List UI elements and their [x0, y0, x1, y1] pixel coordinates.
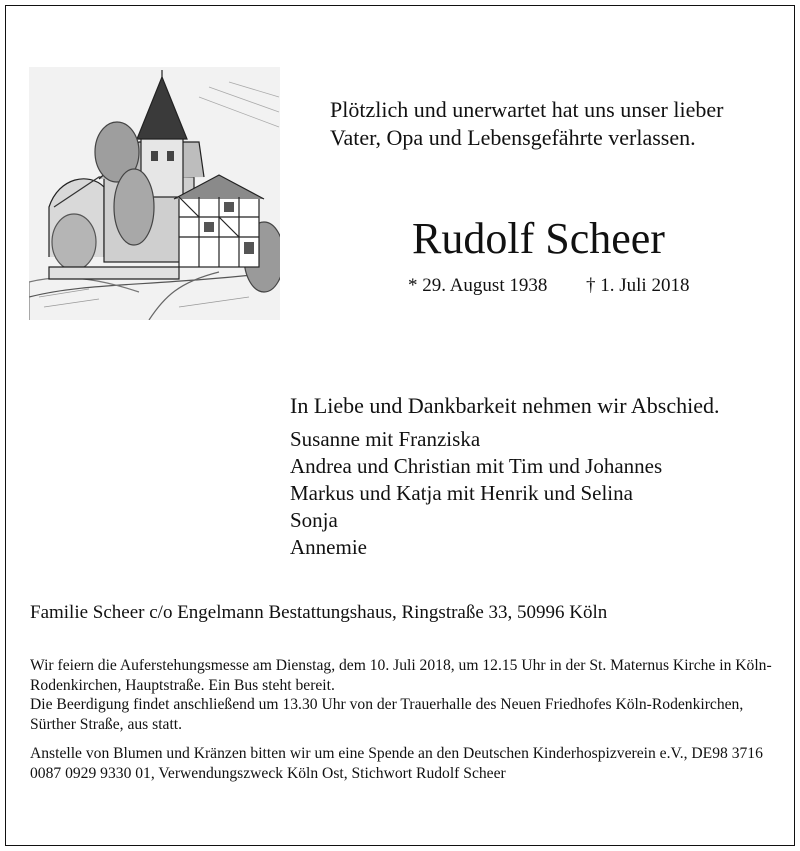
mourner-item: Markus und Katja mit Henrik und Selina — [290, 481, 633, 505]
farewell-text: In Liebe und Dankbarkeit nehmen wir Abschied. — [290, 393, 720, 418]
donation-notice: Anstelle von Blumen und Kränzen bitten wir um eine Spende an den Deutschen Kinderhospizverein e.V., DE98 3716 0087 0929 9330 01, Verwendungszweck Köln Ost, Stichwort Rudolf Scheer — [30, 745, 763, 782]
birth-date: * 29. August 1938 — [408, 275, 548, 296]
mourner-item: Andrea und Christian mit Tim und Johannes — [290, 454, 663, 478]
mourners-list — [290, 426, 790, 561]
service-notice: Wir feiern die Auferstehungsmesse am Dienstag, dem 10. Juli 2018, um 12.15 Uhr in der St. Maternus Kirche in Köln-Rodenkirchen, Hauptstraße. Ein Bus steht bereit. — [30, 657, 772, 694]
intro-text: Plötzlich und unerwartet hat uns unser lieber Vater, Opa und Lebensgefährte verlassen. — [330, 97, 724, 150]
mourner-item: Sonja — [290, 508, 338, 532]
life-dates — [408, 274, 788, 298]
death-date: † 1. Juli 2018 — [586, 275, 690, 296]
mourner-item: Susanne mit Franziska — [290, 427, 481, 451]
church-sketch-icon — [29, 67, 280, 320]
deceased-name: Rudolf Scheer — [412, 214, 665, 263]
burial-notice: Die Beerdigung findet anschließend um 13.30 Uhr von der Trauerhalle des Neuen Friedhofes Köln-Rodenkirchen, Sürther Straße, aus statt. — [30, 696, 744, 733]
mourner-item: Annemie — [290, 535, 367, 559]
contact-address: Familie Scheer c/o Engelmann Bestattungshaus, Ringstraße 33, 50996 Köln — [30, 602, 608, 623]
service-notices — [30, 656, 775, 734]
